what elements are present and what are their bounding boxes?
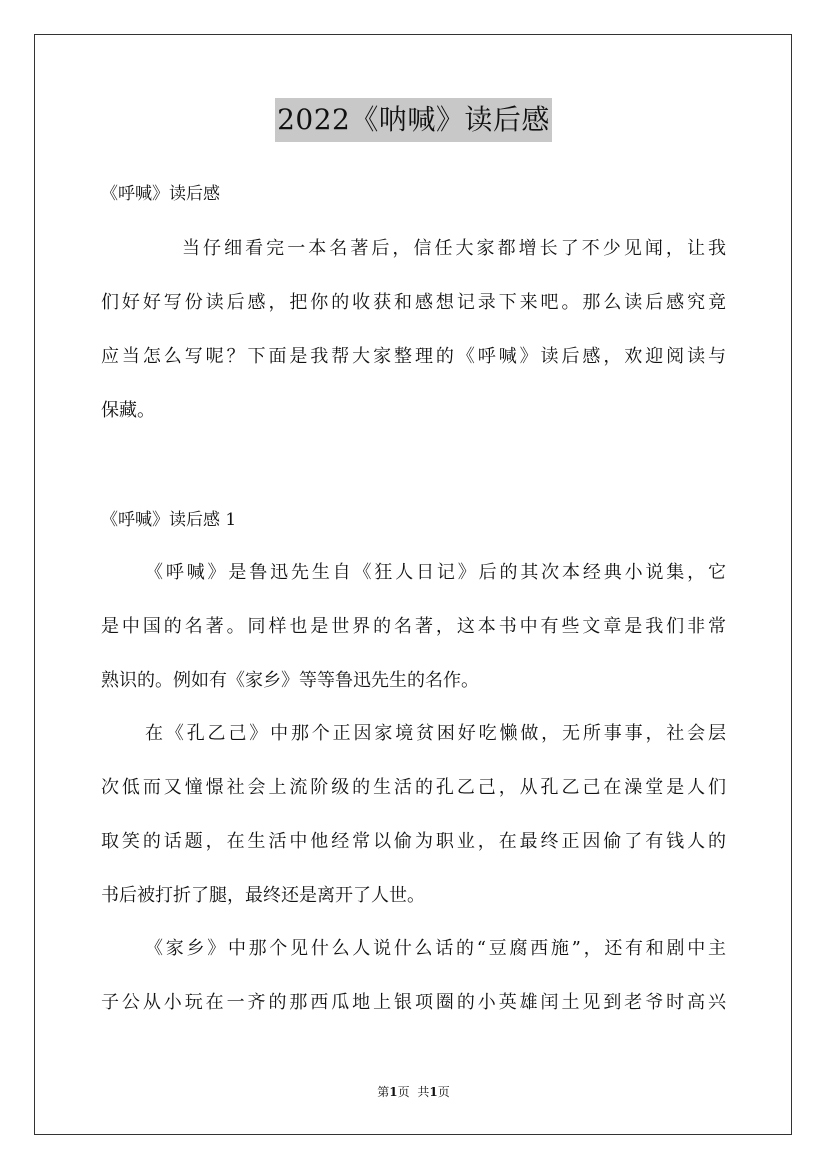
para1-line: 熟识的。例如有《家乡》等等鲁迅先生的名作。 <box>101 670 479 691</box>
footer-total-suffix: 页 <box>437 1085 450 1099</box>
footer-total-number: 1 <box>429 1085 438 1099</box>
para2-line: 次低而又憧憬社会上流阶级的生活的孔乙己，从孔乙己在澡堂是人们 <box>101 777 726 798</box>
para2-line: 书后被打折了腿，最终还是离开了人世。 <box>101 885 425 906</box>
document-title: 2022《呐喊》读后感 <box>275 98 552 142</box>
footer-total-prefix: 共 <box>417 1085 430 1099</box>
para1-line: 是中国的名著。同样也是世界的名著，这本书中有些文章是我们非常 <box>101 616 726 637</box>
footer-page-suffix: 页 <box>397 1085 410 1099</box>
intro-heading: 《呼喊》读后感 <box>101 184 220 204</box>
para2-line: 取笑的话题，在生活中他经常以偷为职业，在最终正因偷了有钱人的 <box>101 831 726 852</box>
para1-line: 《呼喊》是鲁迅先生自《狂人日记》后的其次本经典小说集，它 <box>145 562 726 583</box>
footer-page-prefix: 第 <box>377 1085 390 1099</box>
intro-line: 们好好写份读后感，把你的收获和感想记录下来吧。那么读后感究竟 <box>101 292 726 313</box>
footer-page-number: 1 <box>389 1085 398 1099</box>
para3-line: 《家乡》中那个见什么人说什么话的“豆腐西施”，还有和剧中主 <box>145 938 726 959</box>
page-footer <box>0 1083 827 1101</box>
intro-line: 当仔细看完一本名著后，信任大家都增长了不少见闻，让我 <box>182 238 726 259</box>
title-container <box>0 98 827 142</box>
para2-line: 在《孔乙己》中那个正因家境贫困好吃懒做，无所事事，社会层 <box>145 723 726 744</box>
para3-line: 子公从小玩在一齐的那西瓜地上银项圈的小英雄闰土见到老爷时高兴 <box>101 992 726 1013</box>
section1-heading: 《呼喊》读后感 1 <box>101 510 237 530</box>
intro-line: 应当怎么写呢？下面是我帮大家整理的《呼喊》读后感，欢迎阅读与 <box>101 346 726 367</box>
intro-line: 保藏。 <box>101 400 155 421</box>
